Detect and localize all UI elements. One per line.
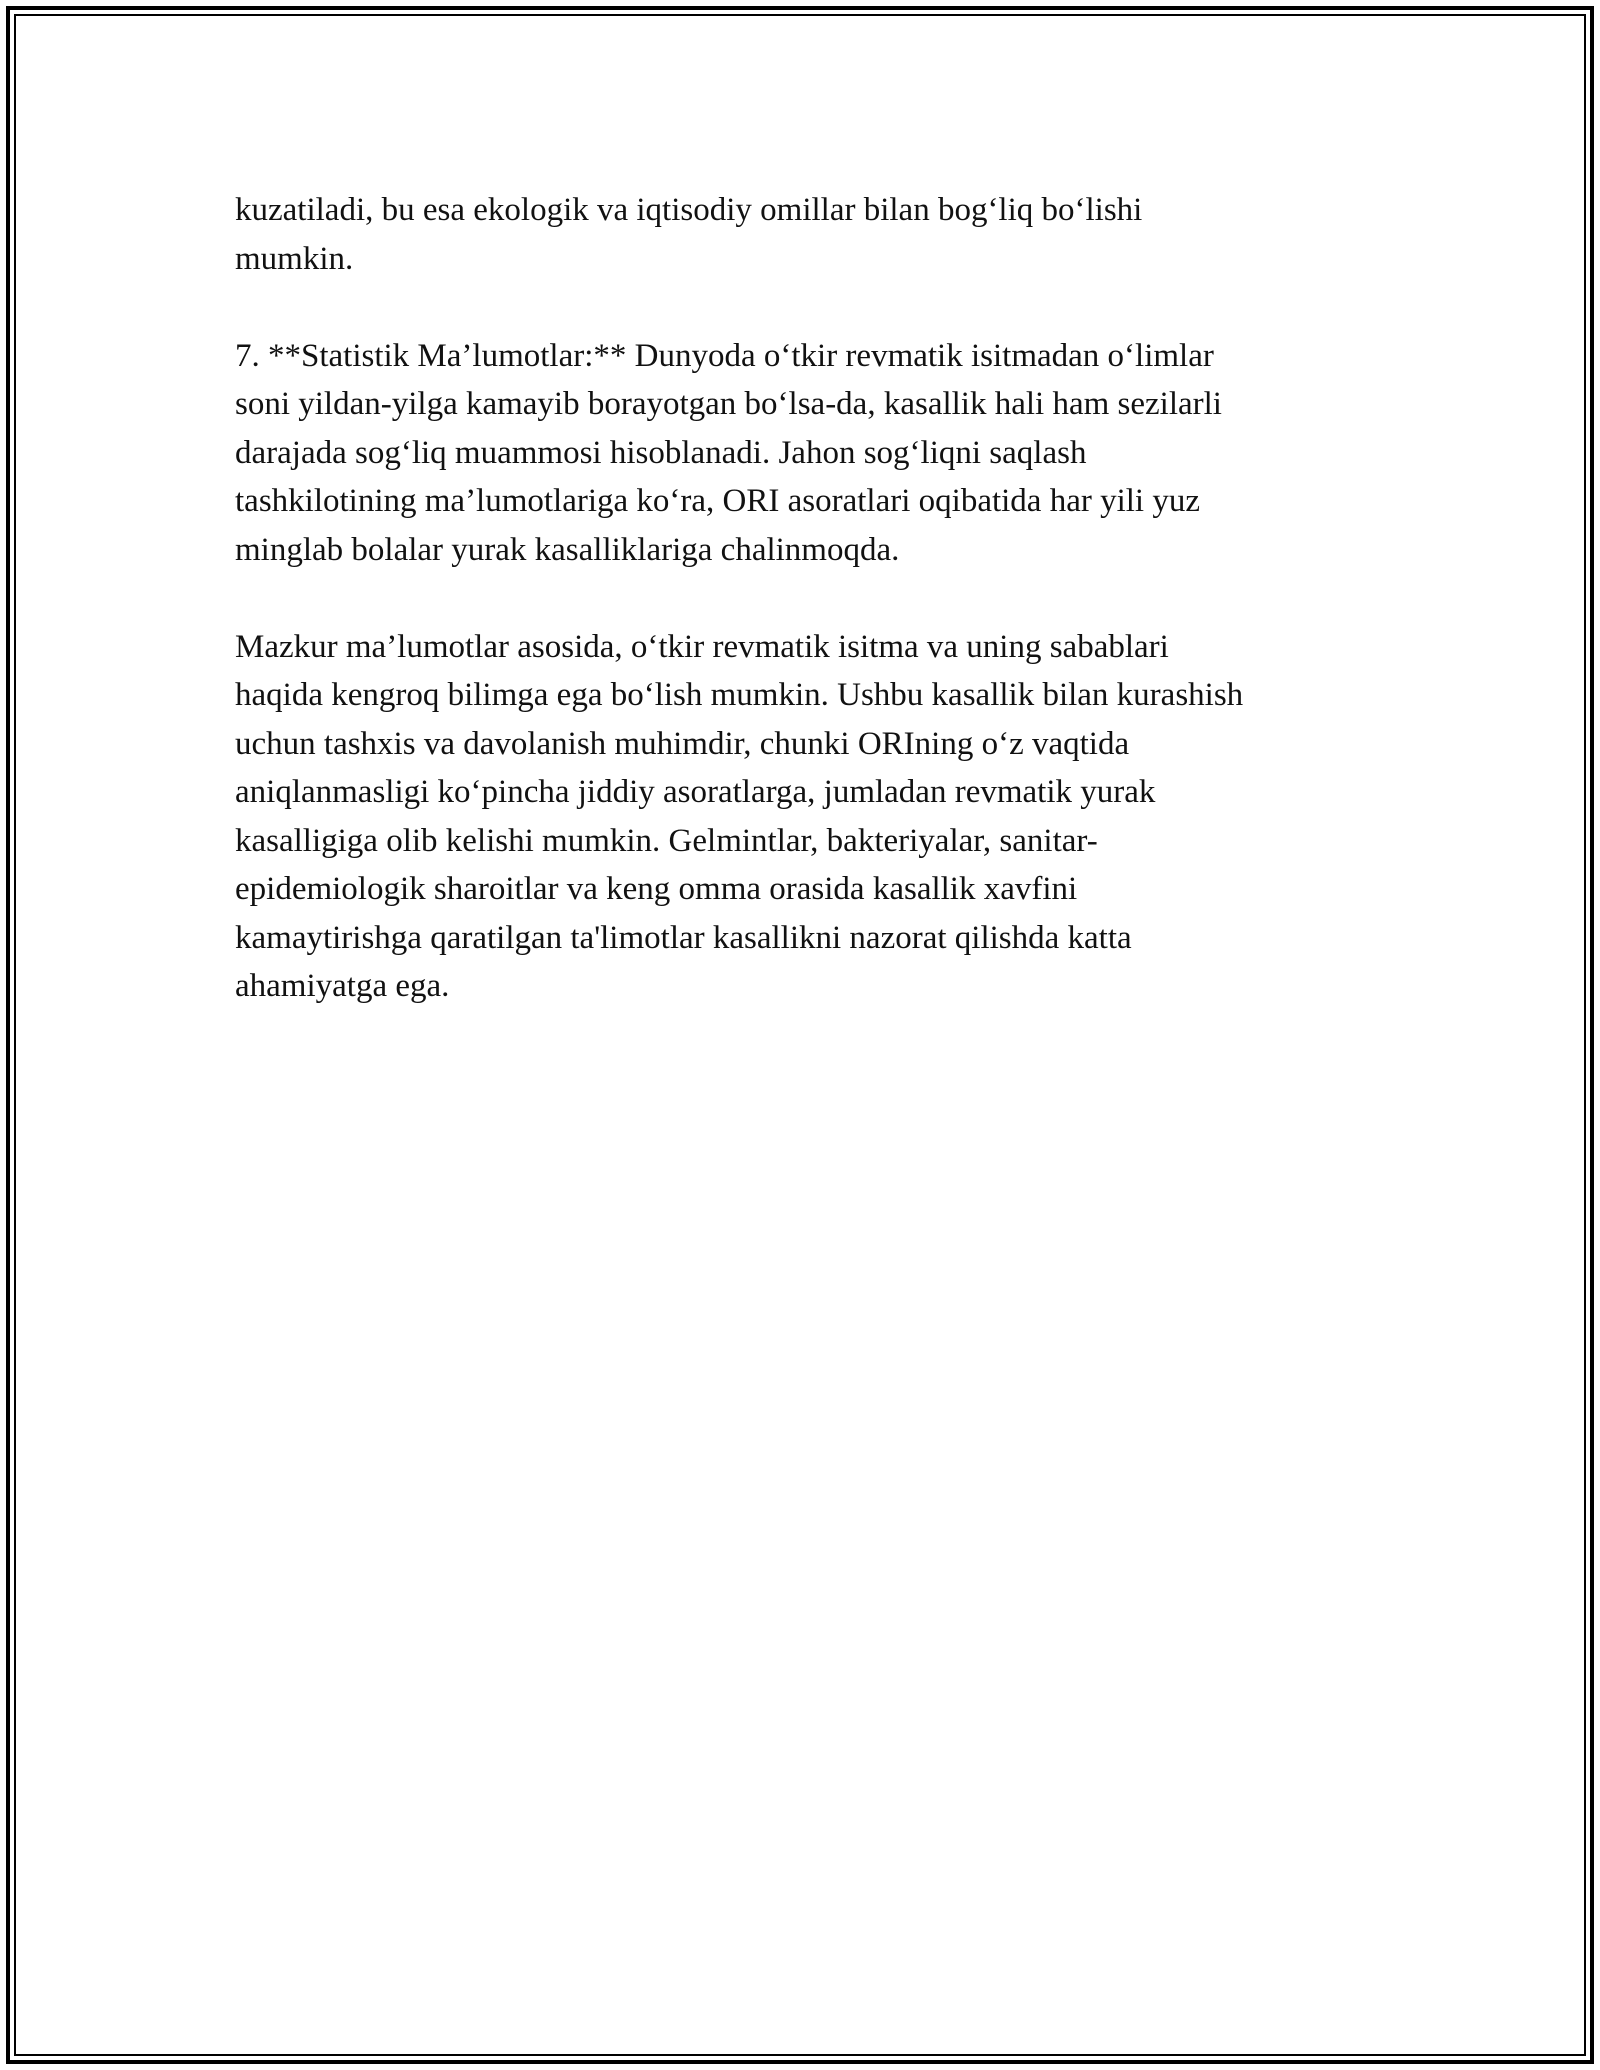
paragraph-conclusion: Mazkur ma’lumotlar asosida, o‘tkir revmatik isitma va uning sabablari haqida kengroq bilimga ega bo‘lish mumkin. Ushbu kasallik bilan kurashish uchun tashxis va davolanish muhimdir, chunki ORIning o‘z vaqtida aniqlanmasligi ko‘pincha jiddiy asoratlarga, jumladan revmatik yurak kasalligiga olib kelishi mumkin. Gelmintlar, bakteriyalar, sanitar- epidemiologik sharoitlar va keng omma orasida kasallik xavfini kamaytirishga qaratilgan ta'limotlar kasallikni nazorat qilishda katta ahamiyatga ega. <box>235 628 1244 1004</box>
document-body <box>235 186 1365 1059</box>
paragraph-continuation: kuzatiladi, bu esa ekologik va iqtisodiy omillar bilan bog‘liq bo‘lishi mumkin. <box>235 192 1143 277</box>
paragraph-statistics: 7. **Statistik Ma’lumotlar:** Dunyoda o‘tkir revmatik isitmadan o‘limlar soni yildan-yilga kamayib borayotgan bo‘lsa-da, kasallik hali ham sezilarli darajada sog‘liq muammosi hisoblanadi. Jahon sog‘liqni saqlash tashkilotining ma’lumotlariga ko‘ra, ORI asoratlari oqibatida har yili yuz minglab bolalar yurak kasalliklariga chalinmoqda. <box>235 337 1222 568</box>
